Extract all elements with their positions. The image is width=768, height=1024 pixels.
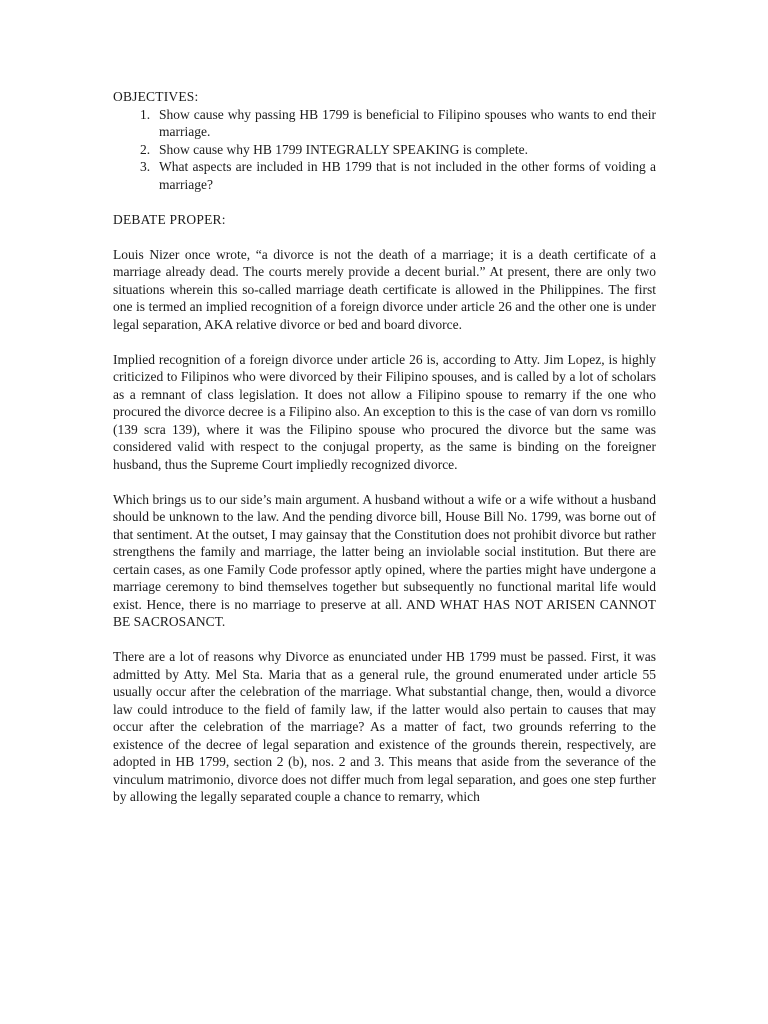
objective-item-text: Show cause why HB 1799 INTEGRALLY SPEAKING is complete. bbox=[159, 141, 528, 157]
objectives-heading: OBJECTIVES: bbox=[113, 89, 199, 104]
body-paragraph: Louis Nizer once wrote, “a divorce is not the death of a marriage; it is a death certificate of a marriage already dead. The courts merely provide a decent burial.” At present, there are only two situations wherein this so-called marriage death certificate is allowed in the Philippines. The first one is termed an implied recognition of a foreign divorce under article 26 and the other one is under legal separation, AKA relative divorce or bed and board divorce. bbox=[113, 246, 656, 332]
objective-item bbox=[113, 141, 656, 159]
body-paragraph: Implied recognition of a foreign divorce under article 26 is, according to Atty. Jim Lopez, is highly criticized to Filipinos who were divorced by their Filipino spouses, and is called by a lot of scholars as a remnant of class legislation. It does not allow a Filipino spouse to remarry if the one who procured the divorce decree is a Filipino also. An exception to this is the case of van dorn vs romillo (139 scra 139), where it was the Filipino spouse who procured the divorce but the same was considered valid with respect to the conjugal property, as the same is binding on the foreigner husband, thus the Supreme Court impliedly recognized divorce. bbox=[113, 351, 656, 472]
objective-item-number: 3. bbox=[140, 159, 151, 174]
objective-item-number: 1. bbox=[140, 106, 151, 122]
objective-item-number: 2. bbox=[140, 141, 151, 157]
objective-item-text: Show cause why passing HB 1799 is beneficial to Filipino spouses who wants to end their marriage. bbox=[159, 106, 656, 139]
body-paragraph: There are a lot of reasons why Divorce as enunciated under HB 1799 must be passed. First, it was admitted by Atty. Mel Sta. Maria that as a general rule, the ground enumerated under article 55 usually occur after the celebration of the marriage. What substantial change, then, would a divorce law could introduce to the field of family law, if the latter would also pertain to causes that may occur after the celebration of the marriage? As a matter of fact, two grounds referring to the existence of the decree of legal separation and existence of the grounds therein, respectively, are adopted in HB 1799, section 2 (b), nos. 2 and 3. This means that aside from the severance of the vinculum matrimonio, divorce does not differ much from legal separation, and goes one step further by allowing the legally separated couple a chance to remarry, which bbox=[113, 649, 656, 804]
objectives-list bbox=[113, 106, 656, 194]
body-paragraph: Which brings us to our side’s main argument. A husband without a wife or a wife without a husband should be unknown to the law. And the pending divorce bill, House Bill No. 1799, was borne out of that sentiment. At the outset, I may gainsay that the Constitution does not prohibit divorce but rather strengthens the family and marriage, the latter being an inviolable social institution. But there are certain cases, as one Family Code professor aptly opined, where the parties might have undergone a marriage ceremony to bind themselves together but subsequently no functional marital life would exist. Hence, there is no marriage to preserve at all. AND WHAT HAS NOT ARISEN CANNOT BE SACROSANCT. bbox=[113, 491, 656, 629]
document-content bbox=[113, 88, 656, 806]
objective-item bbox=[113, 106, 656, 141]
debate-heading: DEBATE PROPER: bbox=[113, 211, 226, 227]
objective-item bbox=[113, 158, 656, 193]
objective-item-text: What aspects are included in HB 1799 that is not included in the other forms of voiding a marriage? bbox=[159, 159, 656, 192]
